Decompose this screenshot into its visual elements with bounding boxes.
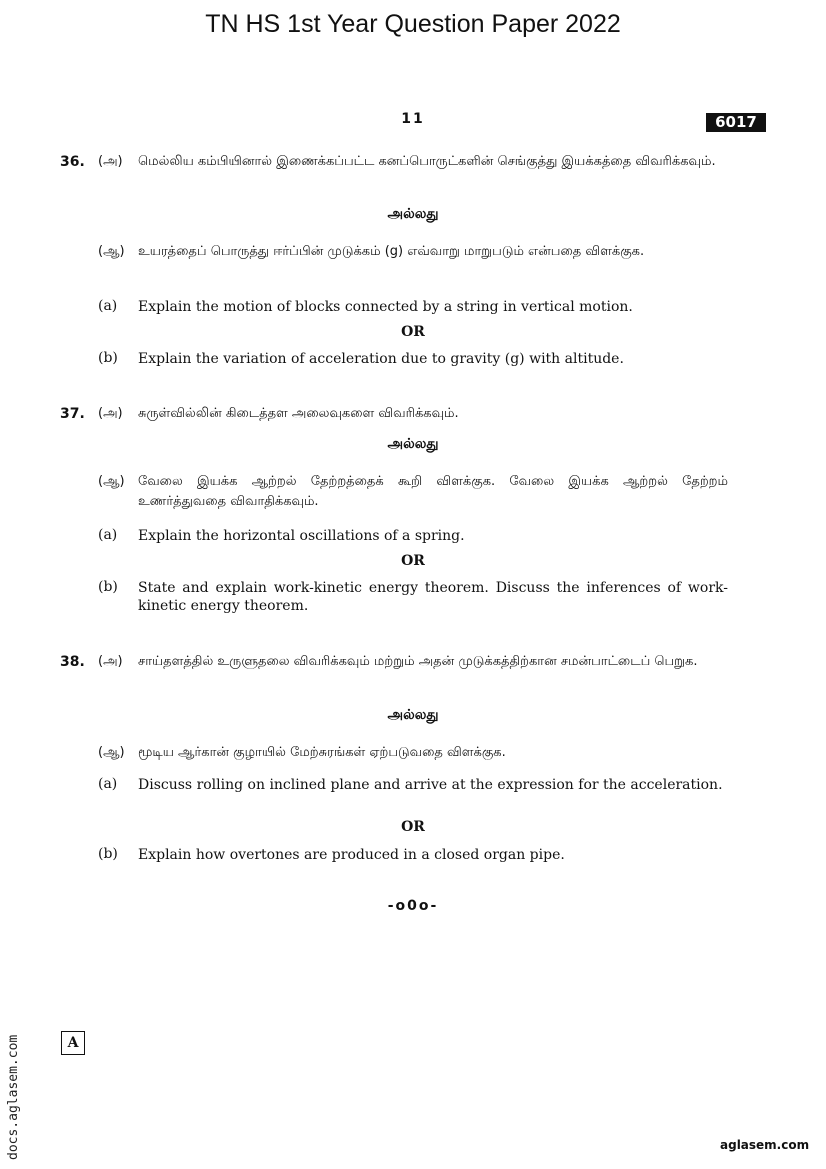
side-watermark: docs.aglasem.com xyxy=(6,1034,21,1160)
english-option-a-marker: (a) xyxy=(98,527,118,543)
english-or-divider: OR xyxy=(401,819,425,835)
tamil-option-b-marker: (ஆ) xyxy=(98,244,125,259)
english-option-b-text: State and explain work-kinetic energy theorem. Discuss the inferences of work-kinetic energy theorem. xyxy=(138,580,728,614)
english-or-divider: OR xyxy=(401,324,425,340)
page-number: 11 xyxy=(401,111,425,127)
tamil-option-a-text: சாய்தளத்தில் உருளுதலை விவரிக்கவும் மற்றும் அதன் முடுக்கத்திற்கான சமன்பாட்டைப் பெறுக. xyxy=(138,654,698,669)
english-option-a-text: Explain the motion of blocks connected by a string in vertical motion. xyxy=(138,299,633,315)
english-option-b-marker: (b) xyxy=(98,350,118,366)
english-option-a-text: Discuss rolling on inclined plane and arrive at the expression for the acceleration. xyxy=(138,777,723,793)
english-option-b-marker: (b) xyxy=(98,846,118,862)
tamil-or-divider: அல்லது xyxy=(387,436,439,452)
tamil-option-b-marker: (ஆ) xyxy=(98,745,125,760)
tamil-or-divider: அல்லது xyxy=(387,206,439,222)
question-number: 36. xyxy=(60,154,85,170)
tamil-option-b-marker: (ஆ) xyxy=(98,474,125,489)
tamil-option-a-marker: (அ) xyxy=(98,406,123,421)
tamil-option-b-text: மூடிய ஆர்கான் குழாயில் மேற்சுரங்கள் ஏற்படுவதை விளக்குக. xyxy=(138,745,506,760)
english-or-divider: OR xyxy=(401,553,425,569)
question-number: 38. xyxy=(60,654,85,670)
tamil-option-a-text: மெல்லிய கம்பியினால் இணைக்கப்பட்ட கனப்பொருட்களின் செங்குத்து இயக்கத்தை விவரிக்கவும். xyxy=(138,154,716,169)
english-option-a-marker: (a) xyxy=(98,298,118,314)
page-header-title: TN HS 1st Year Question Paper 2022 xyxy=(205,10,621,38)
paper-code-badge: 6017 xyxy=(706,113,766,132)
tamil-option-a-marker: (அ) xyxy=(98,154,123,169)
english-option-b-marker: (b) xyxy=(98,579,118,595)
tamil-or-divider: அல்லது xyxy=(387,707,439,723)
tamil-option-a-text: சுருள்வில்லின் கிடைத்தள அலைவுகளை விவரிக்கவும். xyxy=(138,406,459,421)
tamil-option-a-marker: (அ) xyxy=(98,654,123,669)
tamil-option-b-text: உயரத்தைப் பொருத்து ஈர்ப்பின் முடுக்கம் (g) எவ்வாறு மாறுபடும் என்பதை விளக்குக. xyxy=(138,244,645,259)
english-option-a-marker: (a) xyxy=(98,776,118,792)
end-of-paper-mark: -o0o- xyxy=(387,898,439,914)
english-option-b-text: Explain how overtones are produced in a closed organ pipe. xyxy=(138,847,565,863)
question-number: 37. xyxy=(60,406,85,422)
footer-brand: aglasem.com xyxy=(720,1138,810,1152)
version-box: A xyxy=(61,1031,85,1055)
tamil-option-b-text: வேலை இயக்க ஆற்றல் தேற்றத்தைக் கூறி விளக்குக. வேலை இயக்க ஆற்றல் தேற்றம் உணர்த்துவதை விவாதிக்கவும். xyxy=(138,474,728,509)
english-option-b-text: Explain the variation of acceleration due to gravity (g) with altitude. xyxy=(138,351,624,367)
english-option-a-text: Explain the horizontal oscillations of a spring. xyxy=(138,528,465,544)
